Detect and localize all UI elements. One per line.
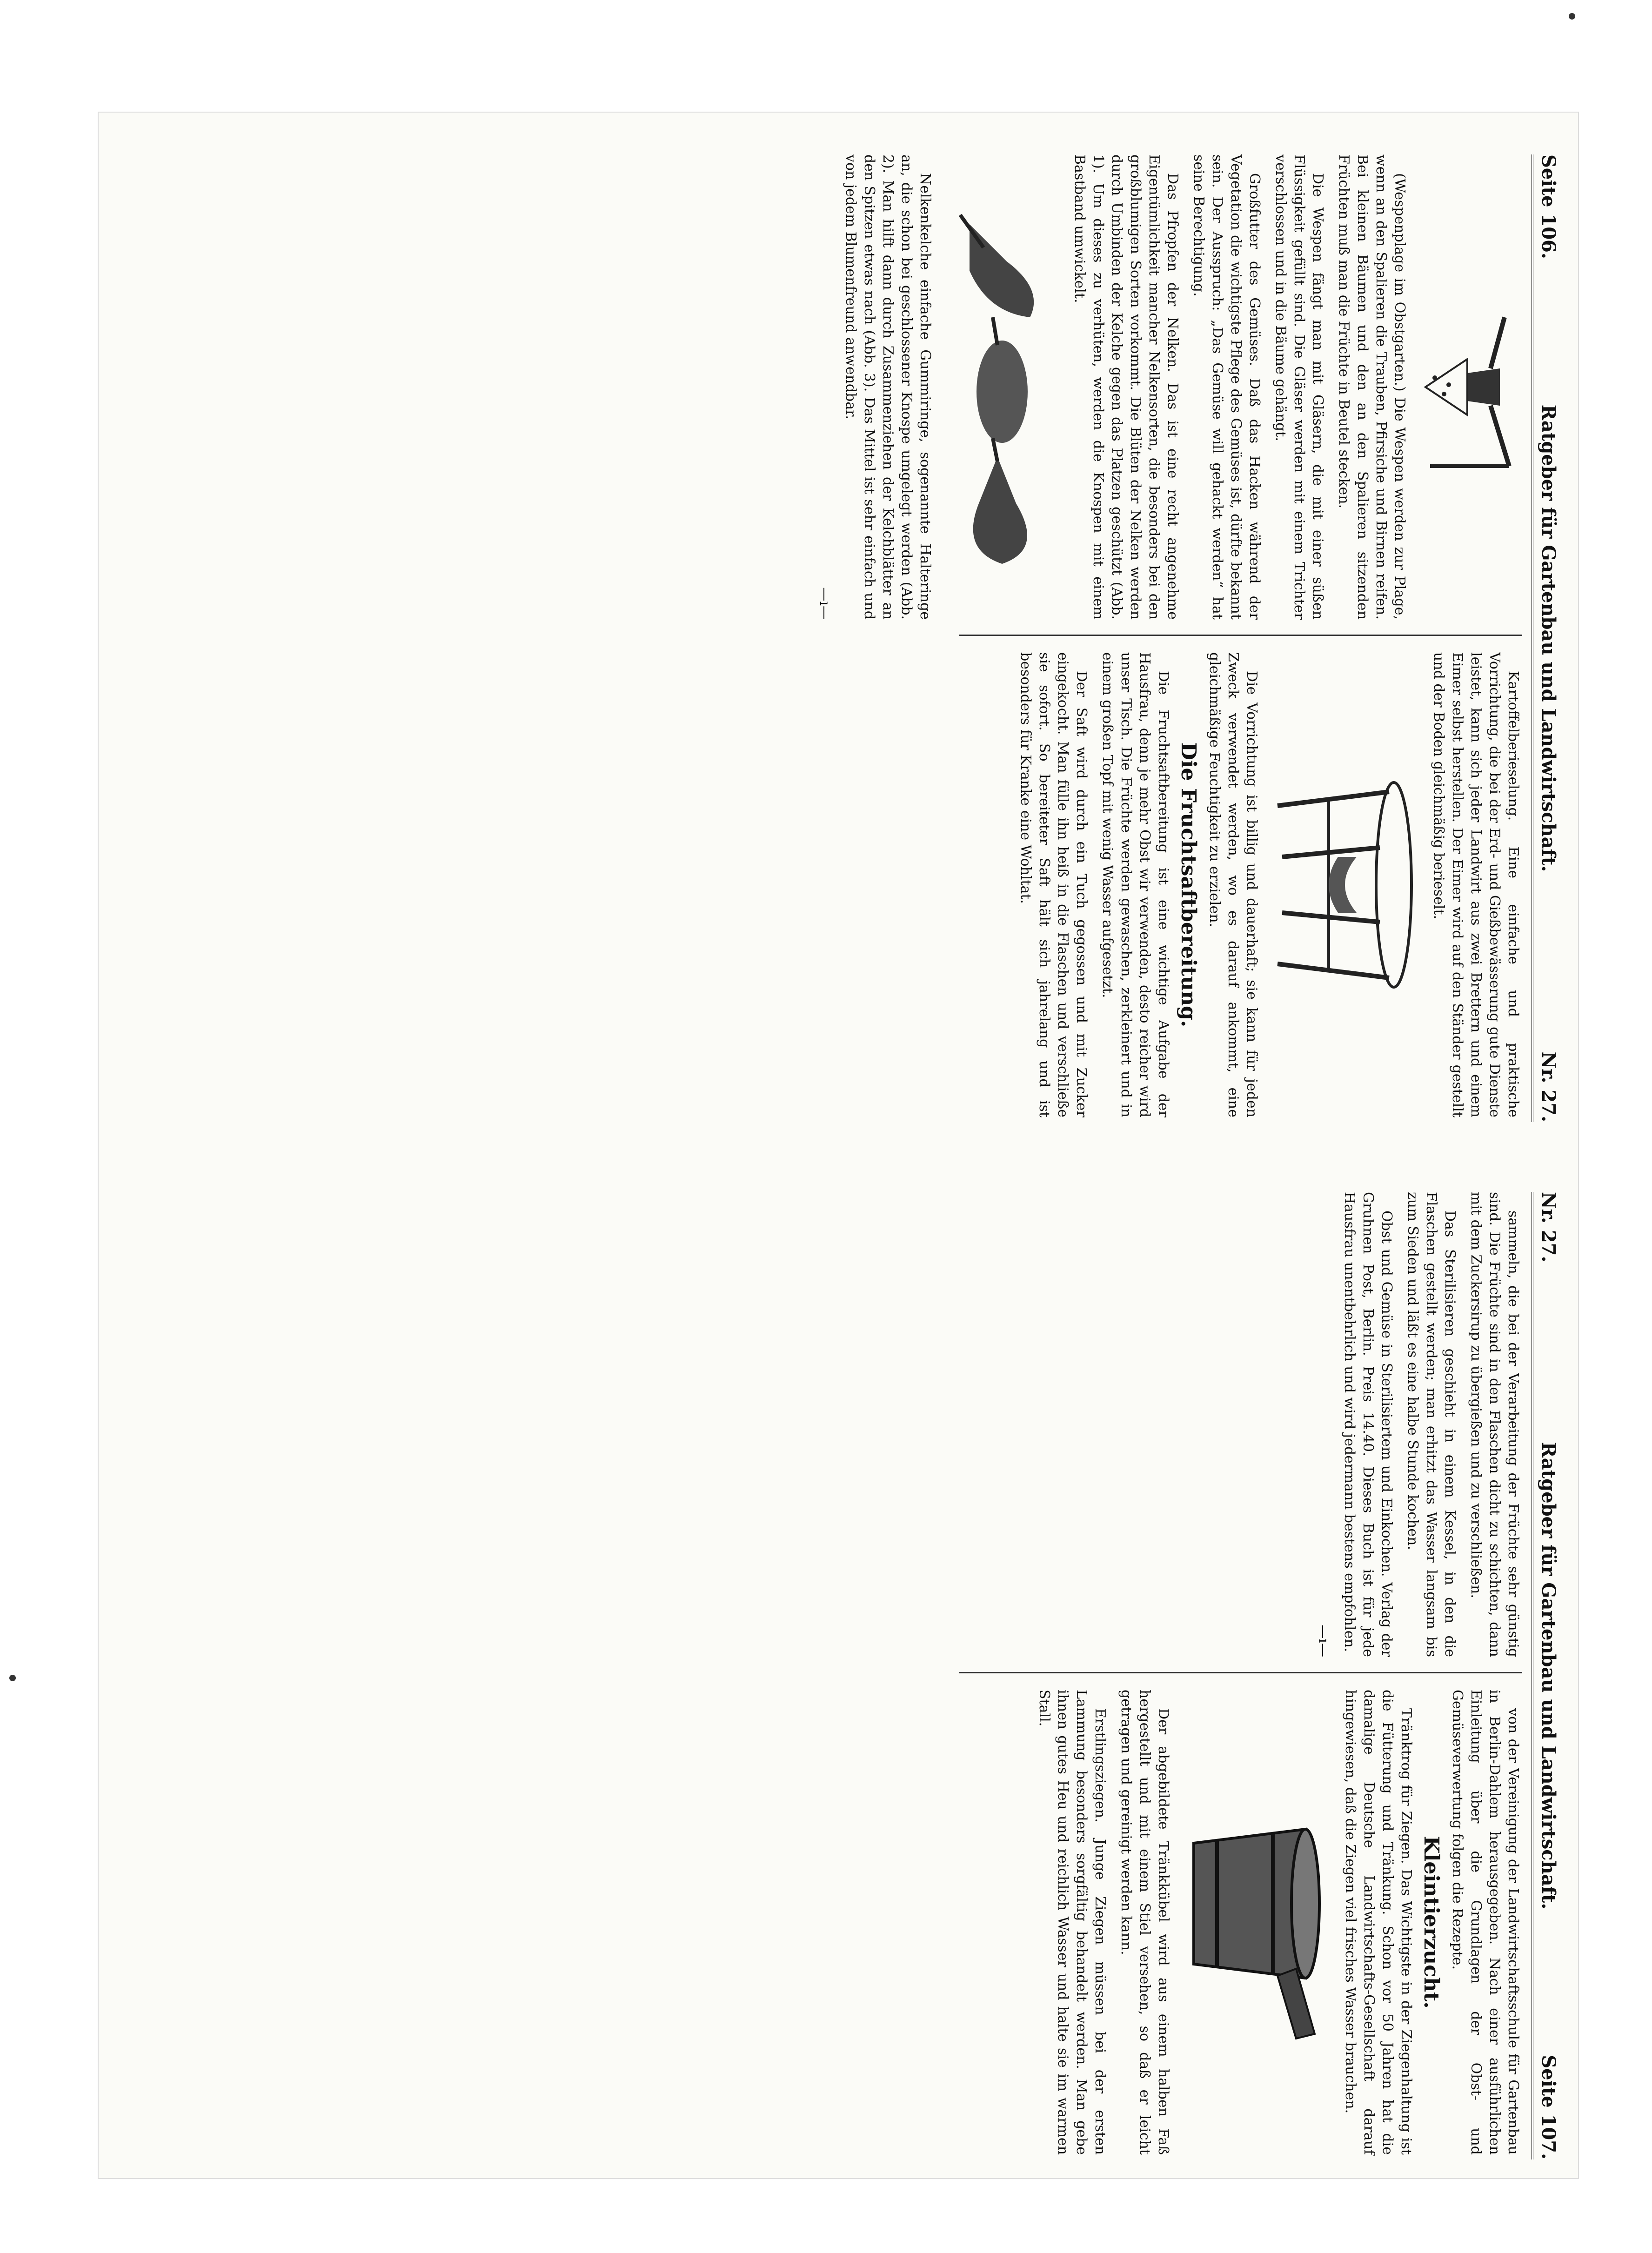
paragraph: Kartoffelberieselung. Eine einfache und praktische Vorrichtung, die bei der Erd- und Gießbewässerung gute Dienste leistet, kann sich jeder Landwirt aus zwei Brettern und einem Eimer selbst herstellen. Der Eimer wird auf den Ständer gestellt und der Boden gleichmäßig berieselt. [1431,652,1521,1117]
paragraph: Die Wespen fängt man mit Gläsern, die mit einer süßen Flüssigkeit gefüllt sind. Die Gläser werden mit einem Trichter verschlossen und in die Bäume gehängt. [1272,154,1326,620]
signoff: —ı— [816,587,833,620]
column-right [959,652,1522,1117]
wasp-trap-illustration [1416,289,1518,485]
irrigation-stand-illustration [1268,764,1422,1006]
paragraph: Das Pfropfen der Nelken. Das ist eine recht angenehme Eigentümlichkeit mancher Nelkensorten, die besonders bei den großblumigen Sorten vorkommt. Die Blüten der Nelken werden durch Umbinden der Kelche gegen das Platzen geschützt (Abb. 1). Um dieses zu verhüten, werden die Knospen mit einem Bastband umwickelt. [1071,154,1181,620]
paragraph: Großfutter des Gemüses. Daß das Hacken während der Vegetation die wichtigste Pflege des Gemüses ist, dürfte bekannt sein. Der Ausspruch: „Das Gemüse will gehackt werden“ hat seine Berechtigung. [1191,154,1263,620]
column-divider [959,1672,1522,1673]
water-bucket-illustration [1180,1801,1333,2043]
paragraph: sammeln, die bei der Verarbeitung der Früchte sehr günstig sind. Die Früchte sind in den Flaschen dicht zu schichten, dann mit dem Zuckersirup zu übergießen und zu verschließen. [1468,1192,1521,1657]
column-divider [959,635,1522,636]
paragraph: Nelkenkelche einfache Gummiringe, sogenannte Halteringe an, die schon bei geschlossener Knospe umgelegt werden (Abb. 2). Man hilft dann durch Zusammenziehen der Kelchblätter an den Spitzen etwas nach (Abb. 3). Das Mittel ist sehr einfach und von jedem Blumenfreund anwendbar. [843,154,933,620]
issue-number: Nr. 27. [1538,1192,1559,1263]
signoff: —ı— [1315,1625,1331,1657]
section-heading: Kleintierzucht. [1419,1836,1443,2009]
paragraph: Das Sterilisieren geschieht in einem Kessel, in den die Flaschen gestellt werden; man erhitzt das Wasser langsam bis zum Sieden und läßt es eine halbe Stunde kochen. [1405,1192,1458,1657]
carnation-illustration [942,196,1063,578]
issue-number: Nr. 27. [1538,1051,1559,1122]
page-header [1532,1192,1563,2159]
scanned-sheet [98,112,1579,2179]
section-heading: Die Fruchtsaftbereitung. [1177,742,1200,1028]
page-header [1532,154,1563,1122]
magazine-title: Ratgeber für Gartenbau und Landwirtschaft. [1538,404,1559,872]
paragraph: Der Saft wird durch ein Tuch gegossen und mit Zucker eingekocht. Man fülle ihn heiß in die Flaschen und verschließe sie sofort. So bereiteter Saft hält sich jahrelang und ist besonders für Kranke eine Wohltat. [1017,652,1090,1117]
paragraph: Tränktrog für Ziegen. Das Wichtigste in der Ziegenhaltung ist die Fütterung und Tränkung. Schon vor 50 Jahren hat die damalige Deutsche Landwirtschafts-Gesellschaft darauf hingewiesen, daß die Ziegen viel frisches Wasser brauchen. [1342,1690,1414,2155]
column-left [959,1192,1522,1657]
page-107 [945,1178,1569,2173]
column-left [816,154,1522,620]
paragraph: Die Vorrichtung ist billig und dauerhaft; sie kann für jeden Zweck verwendet werden, wo es darauf ankommt, eine gleichmäßige Feuchtigkeit zu erzielen. [1206,652,1260,1117]
paragraph: Der abgebildete Tränkkübel wird aus einem halben Faß hergestellt und mit einem Stiel versehen, so daß er leicht getragen und gereinigt werden kann. [1118,1690,1171,2155]
paragraph: (Wespenplage im Obstgarten.) Die Wespen werden zur Plage, wenn an den Spalieren die Trauben, Pfirsiche und Birnen reifen. Bei kleinen Bäumen und den an den Spalieren sitzenden Früchten muß man die Früchte in Beutel stecken. [1336,154,1408,620]
paragraph: Die Fruchtsaftbereitung ist eine wichtige Aufgabe der Hausfrau, denn je mehr Obst wir verwenden, desto reicher wird unser Tisch. Die Früchte werden gewaschen, zerkleinert und in einem großen Topf mit wenig Wasser aufgesetzt. [1099,652,1171,1117]
paragraph: Obst und Gemüse in Sterilisiertem und Einkochen. Verlag der Gruhnen Post, Berlin. Preis 14.40. Dieses Buch ist für jede Hausfrau unentbehrlich und wird jedermann bestens empfohlen. [1341,1192,1395,1657]
column-right [959,1690,1522,2155]
page-number: Seite 106. [1538,154,1559,259]
paragraph: Erstlingsziegen. Junge Ziegen müssen bei der ersten Lammung besonders sorgfältig behandelt werden. Man gebe ihnen gutes Heu und reichlich Wasser und halte sie im warmen Stall. [1036,1690,1108,2155]
paragraph: von der Vereinigung der Landwirtschaftsschule für Gartenbau in Berlin-Dahlem herausgegeben. Nach einer ausführlichen Einleitung über die Grundlagen der Obst- und Gemüseverwertung folgen die Rezepte. [1449,1690,1521,2155]
magazine-title: Ratgeber für Gartenbau und Landwirtschaft. [1538,1442,1559,1910]
page-number: Seite 107. [1538,2055,1559,2159]
page-106 [816,140,1569,1136]
scan-speck [1569,13,1575,20]
scan-speck [9,1675,16,1681]
